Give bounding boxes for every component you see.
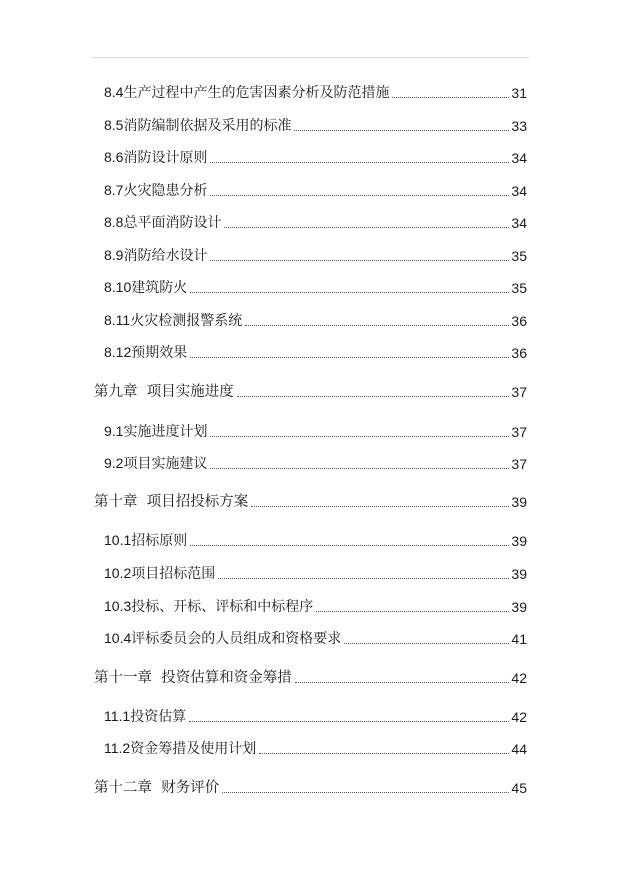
section-title: 预期效果 [131, 345, 188, 361]
dot-leader [190, 356, 509, 358]
section-title: 项目实施建议 [123, 456, 208, 472]
section-title: 消防设计原则 [123, 150, 208, 166]
page-number: 39 [511, 533, 527, 549]
toc-entry-10-4[interactable] [104, 626, 527, 648]
toc-entry-8-5[interactable] [104, 113, 527, 135]
chapter-title: 财务评价 [161, 780, 220, 796]
chapter-number: 第九章 [94, 384, 138, 400]
section-number: 9.2 [104, 455, 124, 471]
chapter-title: 项目实施进度 [146, 384, 234, 400]
section-title: 投标、开标、评标和中标程序 [131, 599, 314, 615]
toc-entry-11-1[interactable] [104, 704, 527, 726]
page-number: 37 [511, 424, 527, 440]
dot-leader [190, 544, 509, 546]
header-rule [92, 57, 529, 58]
toc-entry-11-2[interactable] [104, 736, 527, 758]
section-number: 11.1 [104, 708, 131, 724]
page-number: 34 [511, 150, 527, 166]
toc-entry-9-2[interactable] [104, 451, 527, 473]
page-number: 33 [511, 118, 527, 134]
section-title: 项目招标范围 [131, 566, 216, 582]
toc-entry-10-2[interactable] [104, 561, 527, 583]
toc-entry-8-8[interactable] [104, 210, 527, 232]
section-number: 10.2 [104, 565, 132, 581]
dot-leader [224, 226, 509, 228]
toc-entry-9-1[interactable] [104, 419, 527, 441]
section-title: 实施进度计划 [123, 424, 208, 440]
page-number: 45 [511, 780, 527, 796]
page-number: 42 [511, 709, 527, 725]
toc-entry-8-12[interactable] [104, 340, 527, 362]
dot-leader [218, 577, 509, 579]
section-title: 消防给水设计 [123, 248, 208, 264]
section-number: 8.11 [104, 312, 131, 328]
page-number: 37 [511, 384, 527, 400]
section-number: 10.3 [104, 598, 132, 614]
toc-entry-8-6[interactable] [104, 145, 527, 167]
section-title: 火灾隐患分析 [123, 183, 208, 199]
page-number: 44 [511, 741, 527, 757]
page-number: 35 [511, 248, 527, 264]
toc-entry-10-1[interactable] [104, 528, 527, 550]
section-number: 8.7 [104, 182, 124, 198]
dot-leader [295, 681, 510, 683]
page-number: 34 [511, 215, 527, 231]
section-number: 8.4 [104, 84, 124, 100]
dot-leader [316, 610, 509, 612]
section-number: 8.12 [104, 344, 132, 360]
chapter-title: 投资估算和资金筹措 [161, 670, 292, 686]
section-title: 消防编制依据及采用的标准 [123, 118, 292, 134]
page-number: 39 [511, 599, 527, 615]
toc-entry-8-11[interactable] [104, 308, 527, 330]
dot-leader [210, 435, 509, 437]
toc-chapter-11[interactable] [94, 665, 527, 687]
dot-leader [210, 161, 509, 163]
section-number: 10.1 [104, 532, 132, 548]
dot-leader [294, 129, 509, 131]
toc-entry-8-10[interactable] [104, 275, 527, 297]
page-number: 35 [511, 280, 527, 296]
dot-leader [210, 194, 509, 196]
toc-entry-8-4[interactable] [104, 80, 527, 102]
toc-entry-8-7[interactable] [104, 178, 527, 200]
page-number: 36 [511, 313, 527, 329]
section-title: 招标原则 [131, 533, 188, 549]
toc-chapter-10[interactable] [94, 489, 527, 511]
section-number: 8.8 [104, 214, 124, 230]
page-number: 31 [511, 85, 527, 101]
chapter-number: 第十二章 [94, 780, 152, 796]
page-number: 34 [511, 183, 527, 199]
page-number: 41 [511, 631, 527, 647]
section-number: 10.4 [104, 630, 132, 646]
toc-entry-10-3[interactable] [104, 594, 527, 616]
section-number: 9.1 [104, 423, 124, 439]
section-number: 11.2 [104, 740, 131, 756]
section-title: 总平面消防设计 [123, 215, 222, 231]
dot-leader [392, 96, 509, 98]
section-title: 评标委员会的人员组成和资格要求 [131, 631, 342, 647]
section-title: 投资估算 [130, 709, 187, 725]
dot-leader [259, 752, 509, 754]
section-title: 建筑防火 [131, 280, 188, 296]
dot-leader [245, 324, 509, 326]
toc-chapter-12[interactable] [94, 775, 527, 797]
dot-leader [237, 395, 510, 397]
page-number: 36 [511, 345, 527, 361]
chapter-title: 项目招投标方案 [146, 494, 249, 510]
section-title: 资金筹措及使用计划 [130, 741, 257, 757]
dot-leader [190, 291, 509, 293]
chapter-number: 第十一章 [94, 670, 152, 686]
dot-leader [222, 791, 509, 793]
section-title: 火灾检测报警系统 [130, 313, 243, 329]
section-number: 8.10 [104, 279, 132, 295]
toc-entry-8-9[interactable] [104, 243, 527, 265]
page-number: 37 [511, 456, 527, 472]
section-number: 8.9 [104, 247, 124, 263]
toc-chapter-9[interactable] [94, 379, 527, 401]
dot-leader [210, 259, 509, 261]
dot-leader [189, 720, 509, 722]
dot-leader [210, 467, 509, 469]
chapter-number: 第十章 [94, 494, 138, 510]
section-title: 生产过程中产生的危害因素分析及防范措施 [123, 85, 390, 101]
page-number: 39 [511, 494, 527, 510]
section-number: 8.5 [104, 117, 124, 133]
page-number: 42 [511, 670, 527, 686]
dot-leader [251, 505, 509, 507]
page-number: 39 [511, 566, 527, 582]
section-number: 8.6 [104, 149, 124, 165]
dot-leader [344, 642, 509, 644]
